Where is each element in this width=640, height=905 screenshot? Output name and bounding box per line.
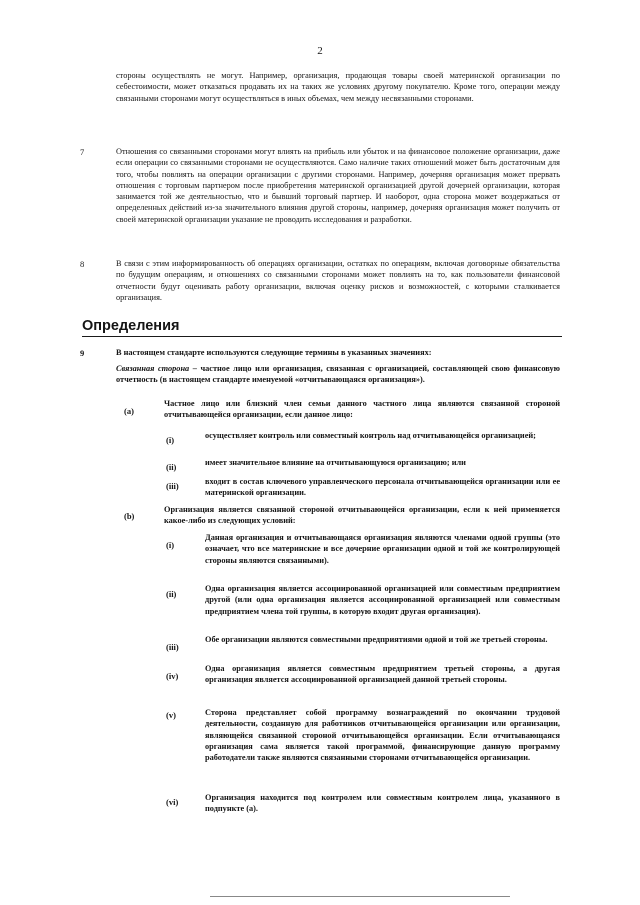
defined-term: Связанная сторона: [116, 364, 190, 373]
item-b-iii-text: Обе организации являются совместными предприятиями одной и той же третьей стороны.: [205, 635, 548, 644]
item-a-iii-label: (iii): [166, 481, 179, 491]
bottom-divider: [210, 896, 510, 897]
item-b-text: Организация является связанной стороной отчитывающейся организации, если к ней применяется какое-либо из следующих условий:: [164, 505, 560, 526]
page-number: 2: [317, 45, 323, 57]
para-9-lead: В настоящем стандарте используются следующие термины в указанных значениях:: [116, 348, 432, 357]
item-b-i-text: Данная организация и отчитывающаяся организация являются членами одной группы (это означает, что все материнские и все дочерние организации одной и той же контролирующей стороны являются связанными).: [205, 533, 560, 565]
item-b-ii-label: (ii): [166, 589, 177, 599]
intro-paragraph: стороны осуществлять не могут. Например, организация, продающая товары своей материнской организации по себестоимости, может отказаться продавать их на таких же условиях другому покупателю. Кроме того, операции между связанными сторонами могут осуществляться в иных объемах, чем между несвязанными сторонами.: [116, 71, 560, 103]
para-8-number: 8: [80, 259, 85, 269]
item-a-iii-text: входит в состав ключевого управленческого персонала отчитывающейся организации или ее материнской организации.: [205, 477, 560, 498]
item-a-label: (a): [124, 406, 134, 416]
item-a-text: Частное лицо или близкий член семьи данного частного лица являются связанной стороной отчитывающейся организации, если данное лицо:: [164, 399, 560, 420]
item-b-v-label: (v): [166, 710, 176, 720]
item-b-vi-text: Организация находится под контролем или совместным контролем лица, указанного в подпункте (а).: [205, 793, 560, 814]
item-b-v-text: Сторона представляет собой программу вознаграждений по окончании трудовой деятельности, созданную для работников отчитывающейся организации или организации, являющейся связанной стороной отчитывающейся организации. Если отчитывающаяся организация сама является такой программой, финансирующие данную программу работодатели также являются связанными сторонами отчитывающейся организации.: [205, 708, 560, 763]
para-9-definition: [116, 363, 560, 386]
item-a-i-text: осуществляет контроль или совместный контроль над отчитывающейся организацией;: [205, 431, 536, 440]
item-b-iv-text: Одна организация является совместным предприятием третьей стороны, а другая организация является ассоциированной организацией данной третьей стороны.: [205, 664, 560, 685]
item-b-vi-label: (vi): [166, 797, 179, 807]
para-8-text: В связи с этим информированность об операциях организации, остатках по операциям, включая договорные обязательства по будущим операциям, и отношениях со связанными сторонами может повлиять на то, как пользователи финансовой отчетности будут оценивать работу организации, включая оценку рисков и возможностей, с которыми сталкивается организация.: [116, 259, 560, 302]
section-heading: Определения: [82, 318, 562, 337]
item-b-i-label: (i): [166, 540, 175, 550]
para-9-number: 9: [80, 348, 85, 358]
item-a-ii-label: (ii): [166, 462, 177, 472]
item-a-ii-text: имеет значительное влияние на отчитывающуюся организацию; или: [205, 458, 466, 467]
item-b-ii-text: Одна организация является ассоциированной организацией или совместным предприятием другой (или одна организация является ассоциированной организацией или совместным предприятием члена той группы, в которую входит другая организация).: [205, 584, 560, 616]
item-b-iii-label: (iii): [166, 642, 179, 652]
definition-text: – частное лицо или организация, связанная с организацией, составляющей свою финансовую отчетность (в настоящем стандарте именуемой «отчитывающаяся организация»).: [116, 364, 560, 385]
item-b-label: (b): [124, 511, 135, 521]
para-7-text: Отношения со связанными сторонами могут влиять на прибыль или убыток и на финансовое положение организации, даже если операции со связанными сторонами не осуществляются. Само наличие таких отношений может быть достаточным для того, чтобы повлиять на операции организации с другими сторонами. Например, дочерняя организация может прервать отношения с торговым партнером после приобретения материнской организацией другой дочерней организации, которая занимается той же деятельностью, что и бывший торговый партнер. И наоборот, одна сторона может воздержаться от определенных действий из-за значительного влияния другой стороны, например, дочерняя организация может получить от своей материнской организации указание не проводить исследования и разработки.: [116, 147, 560, 224]
para-7-number: 7: [80, 147, 85, 157]
item-a-i-label: (i): [166, 435, 175, 445]
item-b-iv-label: (iv): [166, 671, 179, 681]
